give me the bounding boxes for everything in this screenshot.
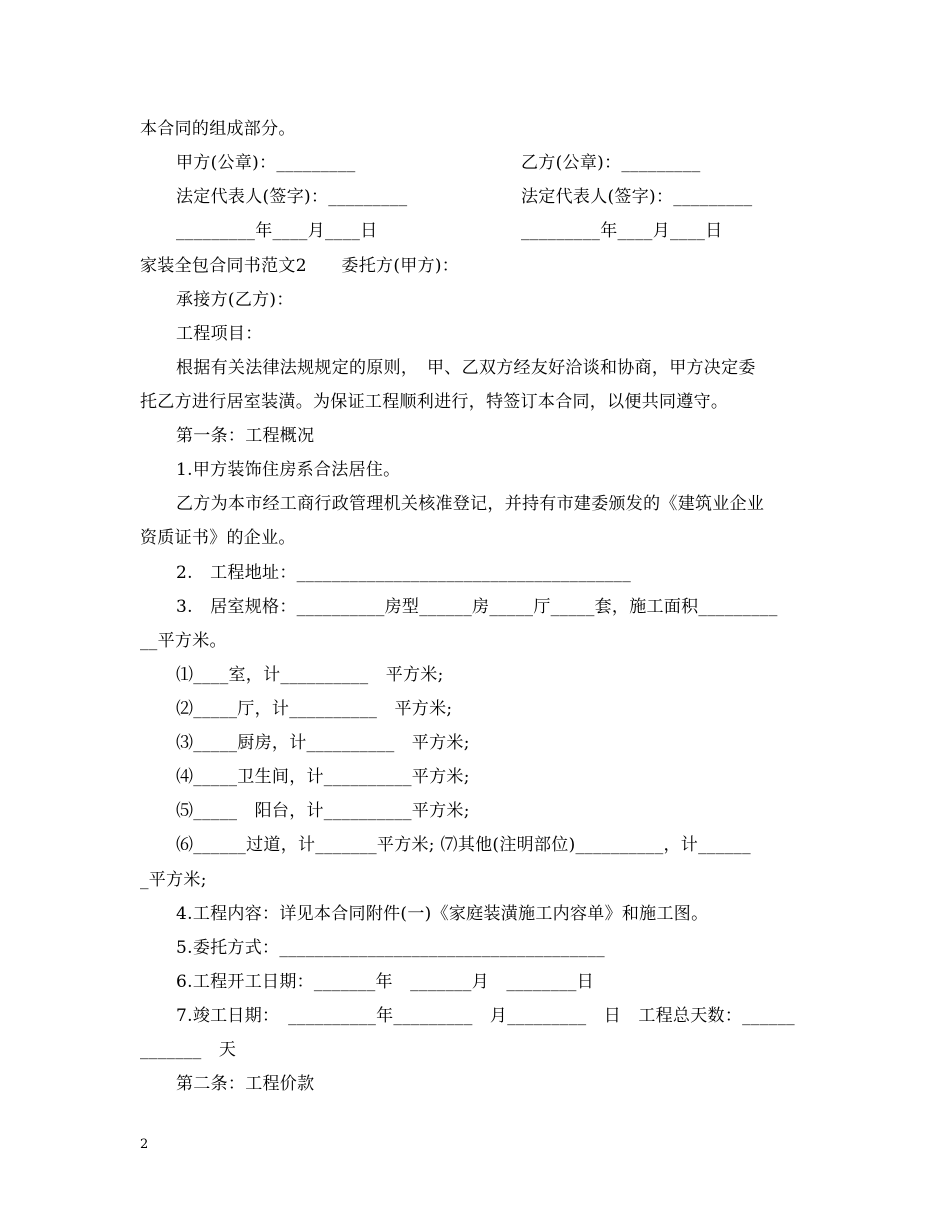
completion-date-line: 7.竣工日期： __________年_________ 月_________ 日 工程总天数：______ — [176, 1006, 795, 1026]
contractor-line: 承接方(乙方)： — [176, 290, 294, 310]
article-heading: 第一条：工程概况 — [176, 426, 315, 446]
party-b-representative-line: 法定代表人(签字)：_________ — [521, 187, 753, 207]
completion-date-line: _______ 天 — [140, 1040, 237, 1060]
party-a-representative-line: 法定代表人(签字)：_________ — [176, 187, 408, 207]
list-item: ⑷_____卫生间，计__________平方米; — [176, 767, 470, 787]
paragraph-line: 本合同的组成部分。 — [140, 119, 296, 139]
start-date-line: 6.工程开工日期：_______年 _______月 ________日 — [176, 972, 595, 992]
page-number: 2 — [140, 1137, 149, 1152]
commission-method-line: 5.委托方式：_____________________________________ — [176, 938, 605, 958]
paragraph-line: 根据有关法律法规规定的原则， 甲、乙双方经友好洽谈和协商，甲方决定委 — [176, 358, 756, 378]
party-b-date-line: _________年____月____日 — [521, 221, 723, 241]
party-a-seal-line: 甲方(公章)：_________ — [176, 153, 356, 173]
party-a-date-line: _________年____月____日 — [176, 221, 378, 241]
paragraph-line: 乙方为本市经工商行政管理机关核准登记，并持有市建委颁发的《建筑业企业 — [176, 494, 765, 514]
list-item: _平方米; — [140, 870, 207, 890]
list-item: ⑶_____厨房，计__________ 平方米; — [176, 733, 470, 753]
project-line: 工程项目： — [176, 324, 263, 344]
list-item: ⑴____室，计__________ 平方米; — [176, 665, 444, 685]
room-spec-line: __平方米。 — [140, 631, 227, 651]
work-content-line: 4.工程内容：详见本合同附件(一)《家庭装潢施工内容单》和施工图。 — [176, 904, 709, 924]
list-item: ⑹______过道，计_______平方米; ⑺其他(注明部位)__________，计______ — [176, 835, 751, 855]
paragraph-line: 资质证书》的企业。 — [140, 528, 296, 548]
party-b-seal-line: 乙方(公章)：_________ — [521, 153, 701, 173]
address-line: 2. 工程地址：______________________________________ — [176, 563, 632, 583]
list-item: ⑸_____ 阳台，计__________平方米; — [176, 801, 470, 821]
paragraph-line: 1.甲方装饰住房系合法居住。 — [176, 460, 401, 480]
list-item: ⑵_____厅，计__________ 平方米; — [176, 699, 453, 719]
room-spec-line: 3. 居室规格：__________房型______房_____厅_____套，施工面积_________ — [176, 597, 778, 617]
section-title-line: 家装全包合同书范文2 委托方(甲方)： — [140, 256, 460, 276]
paragraph-line: 托乙方进行居室装潢。为保证工程顺利进行，特签订本合同，以便共同遵守。 — [140, 392, 729, 412]
article-heading: 第二条：工程价款 — [176, 1074, 315, 1094]
